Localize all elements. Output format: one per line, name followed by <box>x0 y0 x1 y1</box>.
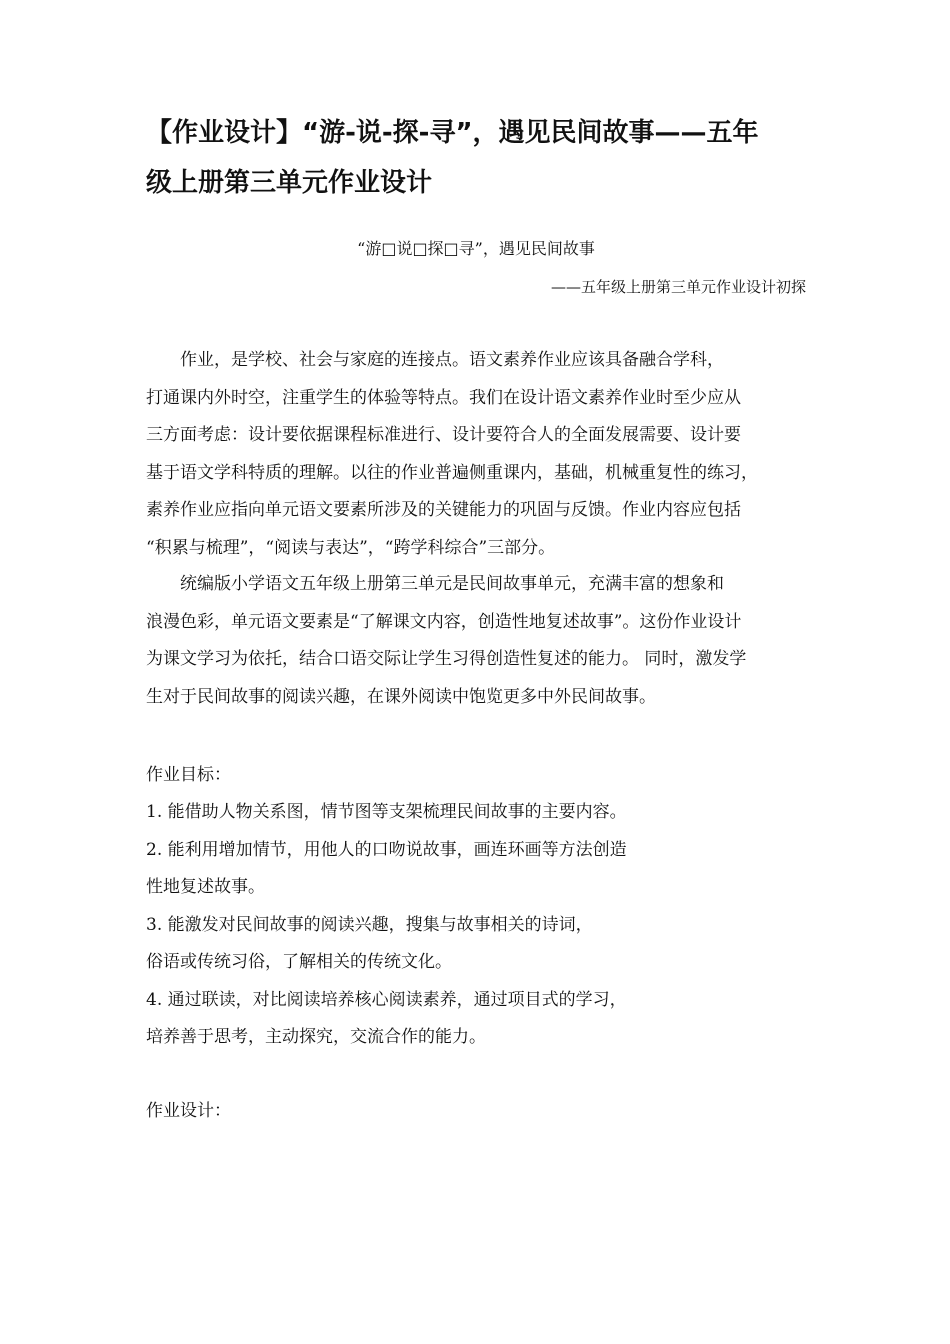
paragraph-line: 为课文学习为依托，结合口语交际让学生习得创造性复述的能力。 同时，激发学 <box>146 649 747 669</box>
paragraph-line: 基于语文学科特质的理解。以往的作业普遍侧重课内，基础，机械重复性的练习， <box>146 462 758 483</box>
goal-line: 1. 能借助人物关系图，情节图等支架梳理民间故事的主要内容。 <box>146 802 627 822</box>
goal-line: 4. 通过联读，对比阅读培养核心阅读素养，通过项目式的学习， <box>146 989 627 1010</box>
intro-paragraph <box>146 342 808 567</box>
title-line: 【作业设计】“游-说-探-寻”，遇见民间故事——五年 <box>146 118 759 148</box>
paragraph-line: “积累与梳理”，“阅读与表达”，“跨学科综合”三部分。 <box>146 537 556 558</box>
goal-line: 2. 能利用增加情节，用他人的口吻说故事，画连环画等方法创造 <box>146 839 627 860</box>
goal-line: 3. 能激发对民间故事的阅读兴趣，搜集与故事相关的诗词， <box>146 914 593 935</box>
paragraph-line: 浪漫色彩，单元语文要素是“了解课文内容，创造性地复述故事”。这份作业设计 <box>146 611 742 632</box>
paragraph-line: 打通课内外时空，注重学生的体验等特点。我们在设计语文素养作业时至少应从 <box>146 387 741 408</box>
unit-paragraph <box>146 566 808 716</box>
document-byline: ——五年级上册第三单元作业设计初探 <box>550 278 806 296</box>
paragraph-line: 生对于民间故事的阅读兴趣，在课外阅读中饱览更多中外民间故事。 <box>146 686 656 707</box>
paragraph-line: 作业，是学校、社会与家庭的连接点。语文素养作业应该具备融合学科， <box>146 350 724 370</box>
goal-line: 培养善于思考，主动探究，交流合作的能力。 <box>146 1027 486 1047</box>
title-line: 级上册第三单元作业设计 <box>146 168 433 198</box>
paragraph-line: 素养作业应指向单元语文要素所涉及的关键能力的巩固与反馈。作业内容应包括 <box>146 500 741 520</box>
paragraph-line: 三方面考虑：设计要依据课程标准进行、设计要符合人的全面发展需要、设计要 <box>146 425 741 445</box>
goals-heading: 作业目标： <box>146 765 231 785</box>
document-title <box>146 108 811 208</box>
document-subtitle: “游□说□探□寻”，遇见民间故事 <box>357 239 595 258</box>
goal-line: 性地复述故事。 <box>146 877 265 897</box>
design-heading: 作业设计： <box>146 1101 231 1121</box>
paragraph-line: 统编版小学语文五年级上册第三单元是民间故事单元，充满丰富的想象和 <box>146 574 724 594</box>
goals-list <box>146 794 808 1057</box>
goal-line: 俗语或传统习俗，了解相关的传统文化。 <box>146 952 452 972</box>
